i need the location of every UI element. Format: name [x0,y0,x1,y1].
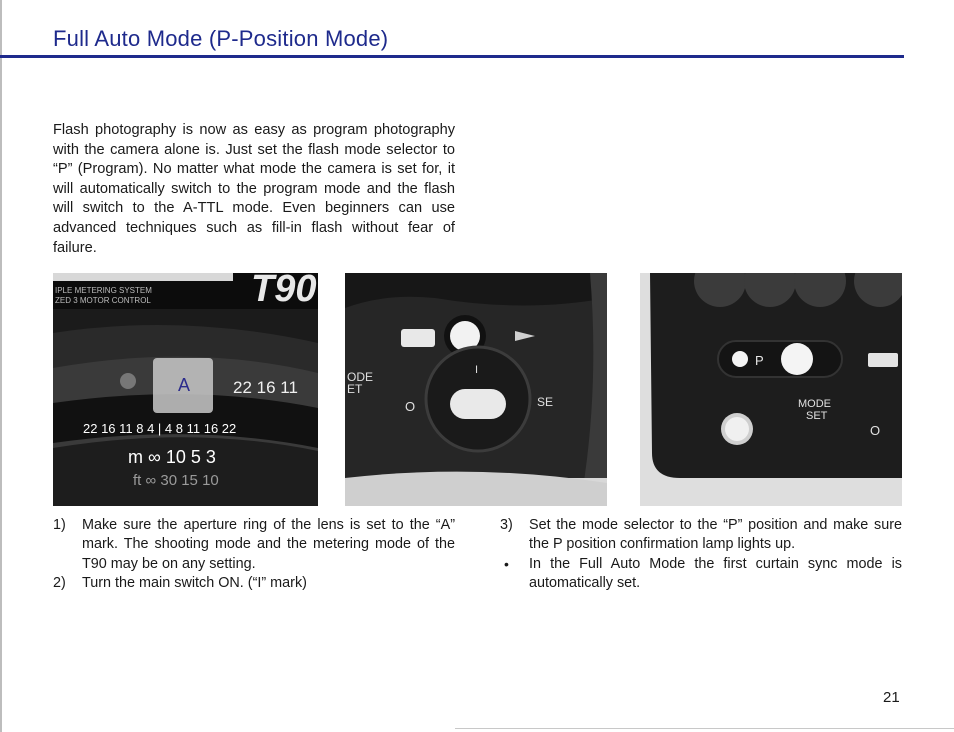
page-number: 21 [883,689,900,706]
page-left-edge [0,0,2,732]
step-marker: 1) [53,517,66,533]
aperture-scale-top: 22 16 11 [233,378,298,397]
flash-mode-illustration [640,273,902,506]
aperture-scale-mid: 22 16 11 8 4 | 4 8 11 16 22 [83,421,237,436]
step-marker: 3) [500,517,513,533]
step-marker: 2) [53,575,66,592]
i-mark: I [475,364,479,376]
step-text: Make sure the aperture ring of the lens is set to the “A” mark. The shooting mode and the metering mode of the T90 may be on any setting. [82,517,455,572]
list-item [500,555,902,594]
brand-mark: T90 [251,273,317,310]
mode-label-ode: ODE [347,370,374,384]
steps-right-list [500,516,902,594]
p-label: P [755,353,764,368]
steps-left-list [53,516,455,594]
intro-paragraph: Flash photography is now as easy as program photography with the camera alone is. Just set the flash mode selector to “P” (Program). No matter what mode the camera is set for, it will automatically switch to the program mode and the flash will switch to the A-TTL mode. Even beginners can use advanced techniques such as fill-in flash without fear of failure. [53,122,455,256]
camera-label-line-1: IPLE METERING SYSTEM [55,286,152,295]
list-item [500,516,902,555]
o-label: O [870,423,881,438]
off-label: O [405,399,416,414]
camera-label-line-2: ZED 3 MOTOR CONTROL [55,296,151,305]
lens-aperture-illustration [53,273,318,506]
set-label: SET [806,410,828,422]
mode-label: MODE [798,398,831,410]
mode-label-et: ET [347,382,363,396]
bullet-marker: • [504,555,509,572]
step-text: Set the mode selector to the “P” position and make sure the P position confirmation lamp lights up. [529,517,902,553]
se-label: SE [537,395,554,409]
aperture-a-mark: A [178,375,191,395]
list-item [53,516,455,574]
page-title: Full Auto Mode (P-Position Mode) [53,26,389,51]
mode-selector-photo [345,273,607,506]
mode-selector-illustration [345,273,607,506]
distance-scale-m: m ∞ 10 5 3 [128,447,216,467]
list-item [53,574,455,593]
flash-mode-photo [640,273,902,506]
bottom-edge-rule [455,728,954,729]
step-text: In the Full Auto Mode the first curtain sync mode is automatically set. [529,555,902,592]
distance-scale-ft: ft ∞ 30 15 10 [133,472,219,489]
title-underline-rule [0,55,904,58]
lens-aperture-photo [53,273,318,506]
step-text: Turn the main switch ON. (“I” mark) [82,575,307,592]
